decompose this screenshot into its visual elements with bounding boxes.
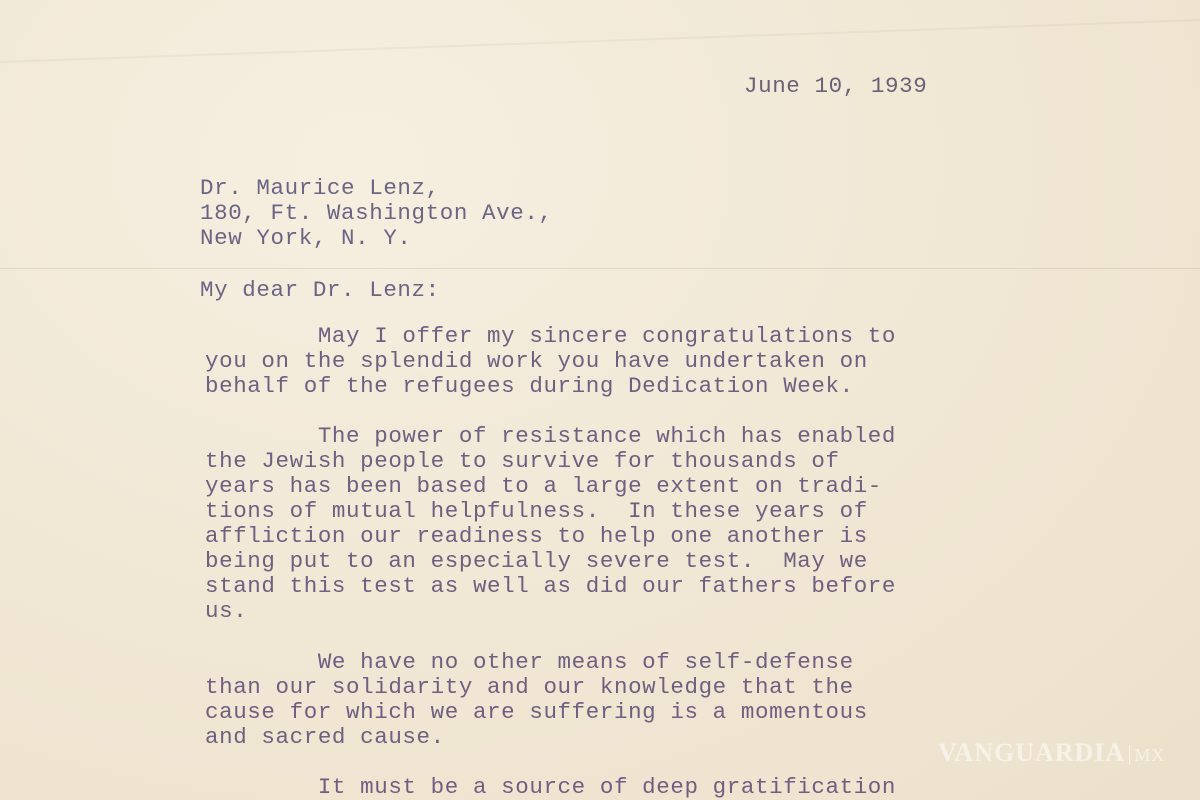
paragraph-line: the Jewish people to survive for thousands of [205, 448, 840, 474]
letter-date: June 10, 1939 [744, 73, 928, 99]
paragraph-line: cause for which we are suffering is a momentous [205, 699, 868, 725]
paragraph-line: We have no other means of self-defense [205, 649, 854, 675]
paragraph-line: affliction our readiness to help one another is [205, 523, 868, 549]
address-line: New York, N. Y. [200, 225, 412, 251]
paragraph-line: stand this test as well as did our fathers before [205, 573, 897, 599]
paragraph-line: It must be a source of deep gratification [205, 774, 897, 800]
paragraph-line: tions of mutual helpfulness. In these years of [205, 498, 868, 524]
paragraph-line: and sacred cause. [205, 724, 445, 750]
paragraph-line: years has been based to a large extent on tradi- [205, 473, 882, 499]
paragraph-line: us. [205, 598, 248, 624]
paragraph-line: The power of resistance which has enabled [205, 423, 897, 449]
watermark-logo [938, 738, 1165, 768]
paper-crease [0, 19, 1199, 63]
paragraph-line: being put to an especially severe test. May we [205, 548, 868, 574]
address-line: 180, Ft. Washington Ave., [200, 200, 553, 226]
paragraph-line: you on the splendid work you have undertaken on [205, 348, 868, 374]
salutation: My dear Dr. Lenz: [200, 277, 440, 303]
paragraph-line: behalf of the refugees during Dedication Week. [205, 373, 854, 399]
watermark-suffix: MX [1129, 745, 1165, 765]
watermark-brand: VANGUARDIA [938, 738, 1126, 767]
paragraph-line: than our solidarity and our knowledge that the [205, 674, 854, 700]
address-line: Dr. Maurice Lenz, [200, 175, 440, 201]
paper-fold [0, 268, 1200, 269]
paragraph-line: May I offer my sincere congratulations to [205, 323, 897, 349]
